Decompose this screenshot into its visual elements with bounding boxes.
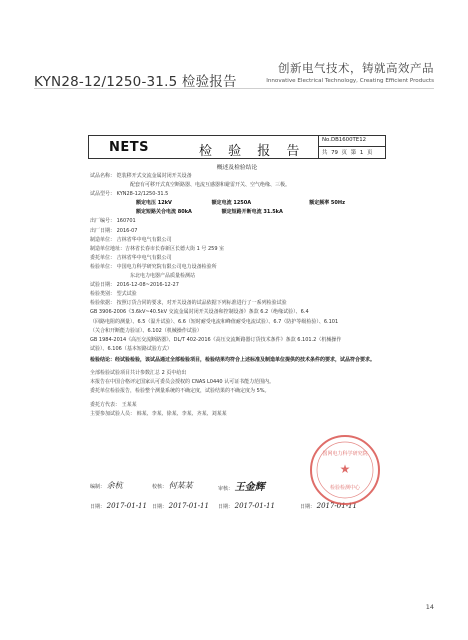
report-line: 检验依据： 按照订货合同的要求，对开关设备的试品依据下列标准进行了一系列检验试验	[90, 300, 287, 307]
report-line: 主要参加试验人员： 韩某、李某、徐某、李某、齐某、刘某某	[90, 411, 227, 418]
report-line: 配套有可移开式真空断路器、电流互感器和避雷开关、空气绝缘、三极。	[130, 182, 291, 189]
report-line: 检验单位： 中国电力科学研究院有限公司电力设备检验所	[90, 263, 217, 270]
checked-label: 校核：	[152, 484, 168, 490]
prepared-label: 编制：	[90, 484, 106, 490]
report-line: （回路电阻的测量）、6.5（温升试验）、6.6（短时耐受电流和峰值耐受电流试验）、6.7（防护等级检验）、6.101	[90, 318, 339, 325]
rated-current: 额定电流 1250A	[211, 200, 252, 207]
report-brand: NETS	[109, 140, 149, 155]
report-line: 试品名称： 铠装移开式交流金属封闭开关设备	[90, 173, 192, 179]
report-pages: 共 79 页 第 1 页	[322, 150, 373, 156]
report-ratings-row	[90, 199, 384, 208]
prepared-signature: 余杭	[106, 481, 123, 490]
date-label: 日期：	[152, 504, 168, 510]
slogan-cn: 创新电气技术，铸就高效产品	[278, 61, 434, 75]
rated-voltage: 额定电压 12kV	[136, 200, 172, 207]
report-header-box	[88, 135, 386, 159]
date-label: 日期：	[90, 504, 106, 510]
report-number: No.DB1600TE12	[322, 137, 367, 143]
report-line: 委托单位检验报告，检验整个测量系统的不确定度，试验结果的不确定度为 5%。	[90, 388, 270, 395]
slogan-en: Innovative Electrical Technology, Creating Efficient Products	[266, 78, 434, 84]
header-divider	[34, 88, 434, 89]
report-number-divider	[319, 146, 385, 147]
date-label: 日期：	[300, 504, 316, 510]
reviewed-signature: 王金辉	[234, 482, 265, 493]
reviewed-date: 2017-01-11	[234, 502, 275, 510]
slogan	[266, 60, 434, 84]
report-subtitle: 概述及检验结论	[216, 165, 258, 171]
report-line: 委托方代表： 王某某	[90, 402, 137, 409]
svg-text:国网电力科学研究院: 国网电力科学研究院	[322, 451, 368, 457]
report-line: 委托单位： 吉林省华中电气有限公司	[90, 254, 172, 261]
rated-frequency: 额定频率 50Hz	[309, 200, 345, 207]
report-ratings-row	[90, 208, 384, 217]
report-line: （关合和开断能力验证）、6.102（机械操作试验）	[90, 327, 202, 334]
inspection-report-scan	[88, 135, 386, 533]
page-title: KYN28-12/1250-31.5 检验报告	[34, 74, 237, 90]
report-line: 东北电力电器产品质量检测站	[130, 273, 196, 280]
report-line: GB 1984-2014《高压交流断路器》、DL/T 402-2016《高压交流断路器订货技术条件》条款 6.101.2（机械操作	[90, 336, 342, 343]
report-line: 制造单位地址：吉林省长春市长春新区长德大街 1 号 259 室	[90, 245, 225, 252]
rated-making-current: 额定短路关合电流 80kA	[136, 209, 192, 216]
svg-text:检验检测中心: 检验检测中心	[329, 485, 361, 491]
report-body	[90, 172, 384, 419]
svg-text:★: ★	[339, 462, 351, 476]
report-line: 制造单位： 吉林省华中电气有限公司	[90, 236, 172, 243]
report-line: 出厂日期： 2016-07	[90, 227, 138, 234]
report-title: 检 验 报 告	[199, 144, 306, 159]
report-number-box	[318, 136, 385, 158]
report-conclusion: 检验结论：经试验检验，该试品通过全部检验项目，检验结果均符合上述标准及制造单位提供的技术条件的要求，试品符合要求。	[90, 356, 376, 363]
checked-date: 2017-01-11	[168, 502, 209, 510]
report-line: 本报告在中国合格评定国家认可委员会授权的 CNAS L0440 认可证书能力范围内。	[90, 378, 275, 385]
report-line: 试验日期： 2016-12-08~2016-12-27	[90, 282, 179, 289]
checked-signature: 何某某	[168, 481, 193, 490]
report-line: 检验类别： 型式试验	[90, 291, 137, 298]
page-number: 14	[425, 603, 434, 611]
prepared-date: 2017-01-11	[106, 502, 147, 510]
report-line: 出厂编号： 160701	[90, 218, 136, 225]
report-line: 全部检验试验项目共计参数汇总 2 页中给出	[90, 369, 187, 376]
report-line: GB 3906-2006《3.6kV~40.5kV 交流金属封闭开关设备和控制设备》条款 6.2（绝缘试验）、6.4	[90, 309, 309, 316]
report-line: 试验）、6.106（基本短路试验方式）	[90, 345, 172, 352]
reviewed-label: 审核：	[218, 486, 234, 492]
report-line: 试品型号： KYN28-12/1250-31.5	[90, 191, 169, 198]
date-label: 日期：	[218, 504, 234, 510]
official-seal	[306, 431, 384, 509]
rated-breaking-current: 额定短路开断电流 31.5kA	[221, 209, 283, 216]
approved-date: 2017-01-11	[316, 502, 357, 510]
